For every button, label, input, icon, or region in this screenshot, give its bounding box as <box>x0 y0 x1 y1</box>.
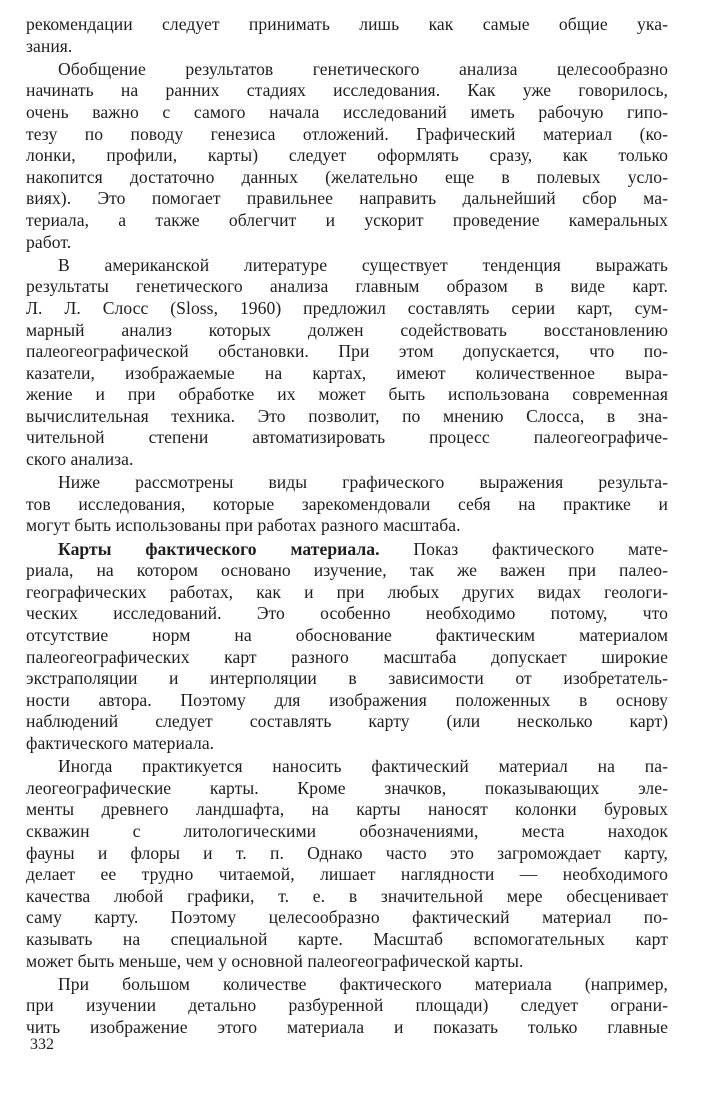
text-line: результаты генетического анализа главным образом в виде карт. <box>26 276 668 297</box>
text-line: жение и при обработке их может быть использована современная <box>26 384 668 405</box>
text-line: казатели, изображаемые на картах, имеют количественное выра- <box>26 362 668 383</box>
paragraph <box>26 14 668 57</box>
text-line: при изучении детально разбуренной площади) следует ограни- <box>26 995 668 1016</box>
text-line: казывать на специальной карте. Масштаб вспомогательных карт <box>26 928 668 949</box>
text-line: риала, на котором основано изучение, так же важен при палео- <box>26 560 668 581</box>
text-line: тезу по поводу генезиса отложений. Графический материал (ко- <box>26 123 668 144</box>
text-line: делает ее трудно читаемой, лишает наглядности — необходимого <box>26 864 668 885</box>
text-line: менты древнего ландшафта, на карты наносят колонки буровых <box>26 799 668 820</box>
text-line: географических работах, как и при любых других видах геологи- <box>26 581 668 602</box>
text-line: очень важно с самого начала исследований иметь рабочую гипо- <box>26 101 668 122</box>
text-line: экстраполяции и интерполяции в зависимости от изобретатель- <box>26 668 668 689</box>
text-line: скважин с литологическими обозначениями, места находок <box>26 820 668 841</box>
text-line: ческих исследований. Это особенно необходимо потому, что <box>26 603 668 624</box>
text-line: палеогеографической обстановки. При этом допускается, что по- <box>26 341 668 362</box>
text-line: может быть меньше, чем у основной палеогеографической карты. <box>26 950 524 971</box>
text-line: чительной степени автоматизировать процесс палеогеографиче- <box>26 427 668 448</box>
section-heading: Карты фактического материала. <box>58 538 380 559</box>
text-line: чить изображение этого материала и показать только главные <box>26 1016 668 1037</box>
text-line: фактического материала. <box>26 732 215 753</box>
text-line: вычислительная техника. Это позволит, по мнению Слосса, в зна- <box>26 405 668 426</box>
text-line: палеогеографических карт разного масштаба допускает широкие <box>26 646 668 667</box>
text-line: виях). Это помогает правильнее направить дальнейший сбор ма- <box>26 188 668 209</box>
paragraph <box>26 756 668 972</box>
text-line: ского анализа. <box>26 449 134 470</box>
text-line: отсутствие норм на обоснование фактическим материалом <box>26 625 668 645</box>
page-body <box>26 14 668 1038</box>
text-line: леогеографические карты. Кроме значков, показывающих эле- <box>26 777 668 798</box>
paragraph <box>26 472 668 537</box>
text-line: могут быть использованы при работах разного масштаба. <box>26 515 461 536</box>
text-line: лонки, профили, карты) следует оформлять сразу, как только <box>26 145 668 166</box>
text-line: Иногда практикуется наносить фактический материал на па- <box>58 756 668 777</box>
text-line: териала, а также облегчит и ускорит проведение камеральных <box>26 209 668 230</box>
paragraph <box>26 974 668 1039</box>
paragraph <box>26 255 668 471</box>
text-line: зания. <box>26 35 73 56</box>
text-line: саму карту. Поэтому целесообразно фактический материал по- <box>26 907 668 928</box>
paragraph <box>26 539 668 755</box>
text-line: ности автора. Поэтому для изображения положенных в основу <box>26 689 668 710</box>
text-line: тов исследования, которые зарекомендовали себя на практике и <box>26 493 668 514</box>
page-number: 332 <box>30 1036 54 1053</box>
text-line: наблюдений следует составлять карту (или несколько карт) <box>26 711 668 732</box>
text-line: Л. Л. Слосс (Sloss, 1960) предложил составлять серии карт, сум- <box>26 297 668 318</box>
text-line: При большом количестве фактического материала (например, <box>58 973 668 994</box>
text-line: начинать на ранних стадиях исследования. Как уже говорилось, <box>26 80 668 101</box>
text-line: рекомендации следует принимать лишь как самые общие ука- <box>26 14 668 34</box>
text-line: накопится достаточно данных (желательно еще в полевых усло- <box>26 166 668 187</box>
text-line: марный анализ которых должен содействовать восстановлению <box>26 319 668 340</box>
text-line: Ниже рассмотрены виды графического выражения результа- <box>58 472 668 493</box>
text-line: Обобщение результатов генетического анализа целесообразно <box>58 58 668 79</box>
text-line: качества любой графики, т. е. в значительной мере обесценивает <box>26 885 668 906</box>
paragraph <box>26 59 668 253</box>
text-line: В американской литературе существует тенденция выражать <box>58 254 668 275</box>
text-line <box>26 539 668 561</box>
text-line: фауны и флоры и т. п. Однако часто это загромождает карту, <box>26 842 668 863</box>
text-run: Показ фактического мате- <box>379 538 668 559</box>
text-line: работ. <box>26 231 72 252</box>
